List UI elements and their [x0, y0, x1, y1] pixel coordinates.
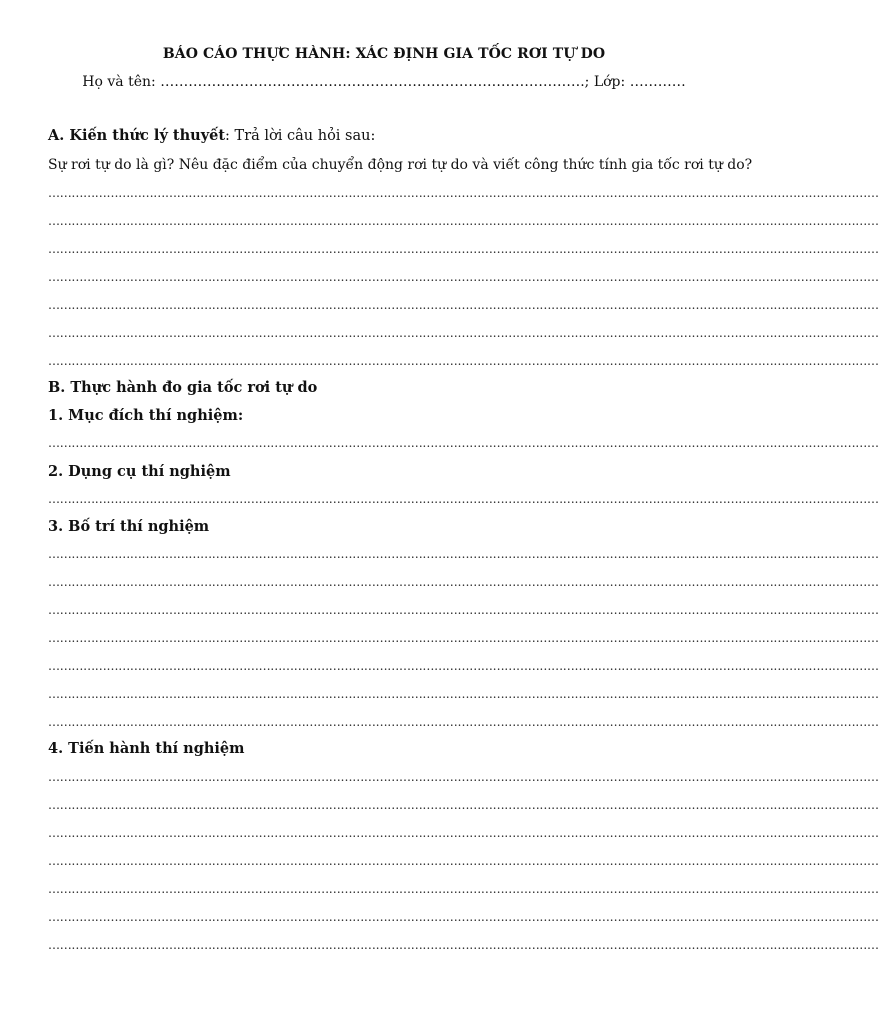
answer-line[interactable]: ……………………………………………………………………………………………………………………………………………………………………………………………	[48, 826, 879, 840]
answer-line[interactable]: ……………………………………………………………………………………………………………………………………………………………………………………………	[48, 354, 879, 368]
name-label: Họ và tên:	[82, 74, 156, 90]
item-equipment-heading: 2. Dụng cụ thí nghiệm	[48, 463, 231, 480]
answer-line[interactable]: ……………………………………………………………………………………………………………………………………………………………………………………………	[48, 492, 879, 506]
answer-line[interactable]: ……………………………………………………………………………………………………………………………………………………………………………………………	[48, 326, 879, 340]
section-b-heading: B. Thực hành đo gia tốc rơi tự do	[48, 379, 318, 396]
answer-line[interactable]: ……………………………………………………………………………………………………………………………………………………………………………………………	[48, 938, 879, 952]
class-label: Lớp:	[593, 74, 626, 90]
answer-line[interactable]: ……………………………………………………………………………………………………………………………………………………………………………………………	[48, 242, 879, 256]
item-purpose-heading: 1. Mục đích thí nghiệm:	[48, 407, 244, 424]
answer-line[interactable]: ……………………………………………………………………………………………………………………………………………………………………………………………	[48, 715, 879, 729]
answer-line[interactable]: ……………………………………………………………………………………………………………………………………………………………………………………………	[48, 270, 879, 284]
answer-line[interactable]: ……………………………………………………………………………………………………………………………………………………………………………………………	[48, 631, 879, 645]
answer-line[interactable]: ……………………………………………………………………………………………………………………………………………………………………………………………	[48, 854, 879, 868]
answer-line[interactable]: ……………………………………………………………………………………………………………………………………………………………………………………………	[48, 547, 879, 561]
answer-line[interactable]: ……………………………………………………………………………………………………………………………………………………………………………………………	[48, 882, 879, 896]
class-field[interactable]: …………	[629, 74, 686, 90]
item-setup-heading: 3. Bố trí thí nghiệm	[48, 518, 210, 535]
answer-line[interactable]: ……………………………………………………………………………………………………………………………………………………………………………………………	[48, 214, 879, 228]
answer-line[interactable]: ……………………………………………………………………………………………………………………………………………………………………………………………	[48, 659, 879, 673]
section-a-question: Sự rơi tự do là gì? Nêu đặc điểm của chuyển động rơi tự do và viết công thức tính gia tốc rơi tự do?	[48, 157, 753, 173]
answer-line[interactable]: ……………………………………………………………………………………………………………………………………………………………………………………………	[48, 910, 879, 924]
name-field[interactable]: ……………………………………………………………………………….;	[160, 74, 590, 90]
report-title: BÁO CÁO THỰC HÀNH: XÁC ĐỊNH GIA TỐC RƠI TỰ DO	[162, 46, 606, 62]
answer-line[interactable]: ……………………………………………………………………………………………………………………………………………………………………………………………	[48, 603, 879, 617]
answer-line[interactable]: ……………………………………………………………………………………………………………………………………………………………………………………………	[48, 436, 879, 450]
section-a-instruction: : Trả lời câu hỏi sau:	[225, 128, 376, 144]
answer-line[interactable]: ……………………………………………………………………………………………………………………………………………………………………………………………	[48, 687, 879, 701]
section-a-heading-line	[48, 126, 720, 146]
answer-line[interactable]: ……………………………………………………………………………………………………………………………………………………………………………………………	[48, 298, 879, 312]
student-info-line	[0, 74, 768, 90]
answer-line[interactable]: ……………………………………………………………………………………………………………………………………………………………………………………………	[48, 798, 879, 812]
answer-line[interactable]: ……………………………………………………………………………………………………………………………………………………………………………………………	[48, 770, 879, 784]
answer-line[interactable]: ……………………………………………………………………………………………………………………………………………………………………………………………	[48, 575, 879, 589]
item-procedure-heading: 4. Tiến hành thí nghiệm	[48, 740, 245, 757]
section-a-heading: A. Kiến thức lý thuyết	[48, 127, 226, 144]
answer-line[interactable]: ……………………………………………………………………………………………………………………………………………………………………………………………	[48, 186, 879, 200]
